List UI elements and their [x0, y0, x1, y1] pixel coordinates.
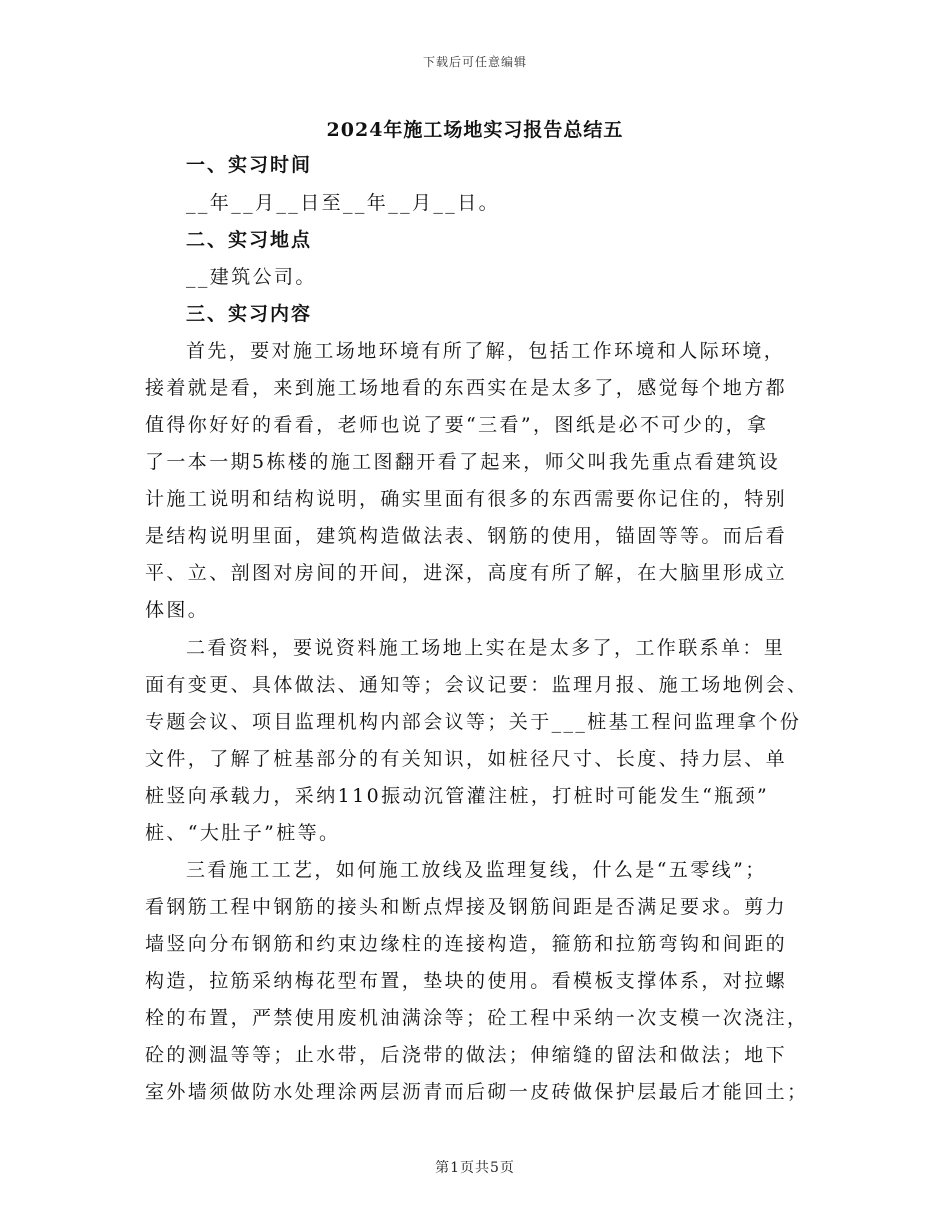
paragraph-3-line-3: 墙竖向分布钢筋和约束边缘柱的连接构造，箍筋和拉筋弯钩和间距的 [145, 933, 788, 955]
page-number-footer: 第1页共5页 [435, 1160, 515, 1176]
section-text-location: __建筑公司。 [186, 266, 317, 288]
paragraph-3-line-5: 栓的布置，严禁使用废机油满涂等；砼工程中采纳一次支模一次浇注， [145, 1007, 809, 1029]
paragraph-1-line-5: 计施工说明和结构说明，确实里面有很多的东西需要你记住的，特别 [145, 488, 788, 510]
paragraph-2-line-5: 桩竖向承载力，采纳110振动沉管灌注桩，打桩时可能发生“瓶颈” [145, 785, 770, 807]
paragraph-1-line-6: 是结构说明里面，建筑构造做法表、钢筋的使用，锚固等等。而后看 [145, 525, 788, 547]
paragraph-1-line-3: 值得你好好的看看，老师也说了要“三看”，图纸是必不可少的，拿 [145, 414, 769, 436]
section-heading-time: 一、实习时间 [186, 154, 313, 176]
paragraph-2-line-2: 面有变更、具体做法、通知等；会议记要：监理月报、施工场地例会、 [145, 674, 809, 696]
paragraph-3-line-7: 室外墙须做防水处理涂两层沥青而后砌一皮砖做保护层最后才能回土； [145, 1081, 809, 1103]
paragraph-2-line-3: 专题会议、项目监理机构内部会议等；关于___桩基工程问监理拿个份 [145, 711, 802, 733]
paragraph-3-line-6: 砼的测温等等；止水带，后浇带的做法；伸缩缝的留法和做法；地下 [145, 1044, 788, 1066]
paragraph-3-line-1: 三看施工工艺，如何施工放线及监理复线，什么是“五零线”； [186, 859, 767, 881]
paragraph-2-line-6: 桩、“大肚子”桩等。 [145, 822, 341, 844]
document-title: 2024年施工场地实习报告总结五 [326, 119, 624, 141]
section-heading-content: 三、实习内容 [186, 303, 313, 325]
paragraph-2-line-1: 二看资料，要说资料施工场地上实在是太多了，工作联系单：里 [186, 637, 786, 659]
paragraph-1-line-2: 接着就是看，来到施工场地看的东西实在是太多了，感觉每个地方都 [145, 377, 788, 399]
section-heading-location: 二、实习地点 [186, 229, 313, 251]
paragraph-2-line-4: 文件，了解了桩基部分的有关知识，如桩径尺寸、长度、持力层、单 [145, 748, 788, 770]
paragraph-3-line-4: 构造，拉筋采纳梅花型布置，垫块的使用。看模板支撑体系，对拉螺 [145, 970, 788, 992]
section-text-time: __年__月__日至__年__月__日。 [186, 192, 501, 214]
header-note: 下载后可任意编辑 [422, 55, 527, 69]
paragraph-1-line-7: 平、立、剖图对房间的开间，进深，高度有所了解，在大脑里形成立 [145, 562, 788, 584]
paragraph-1-line-8: 体图。 [145, 599, 210, 621]
paragraph-1-line-1: 首先，要对施工场地环境有所了解，包括工作环境和人际环境， [186, 340, 786, 362]
paragraph-1-line-4: 了一本一期5栋楼的施工图翻开看了起来，师父叫我先重点看建筑设 [145, 451, 781, 473]
paragraph-3-line-2: 看钢筋工程中钢筋的接头和断点焊接及钢筋间距是否满足要求。剪力 [145, 896, 788, 918]
